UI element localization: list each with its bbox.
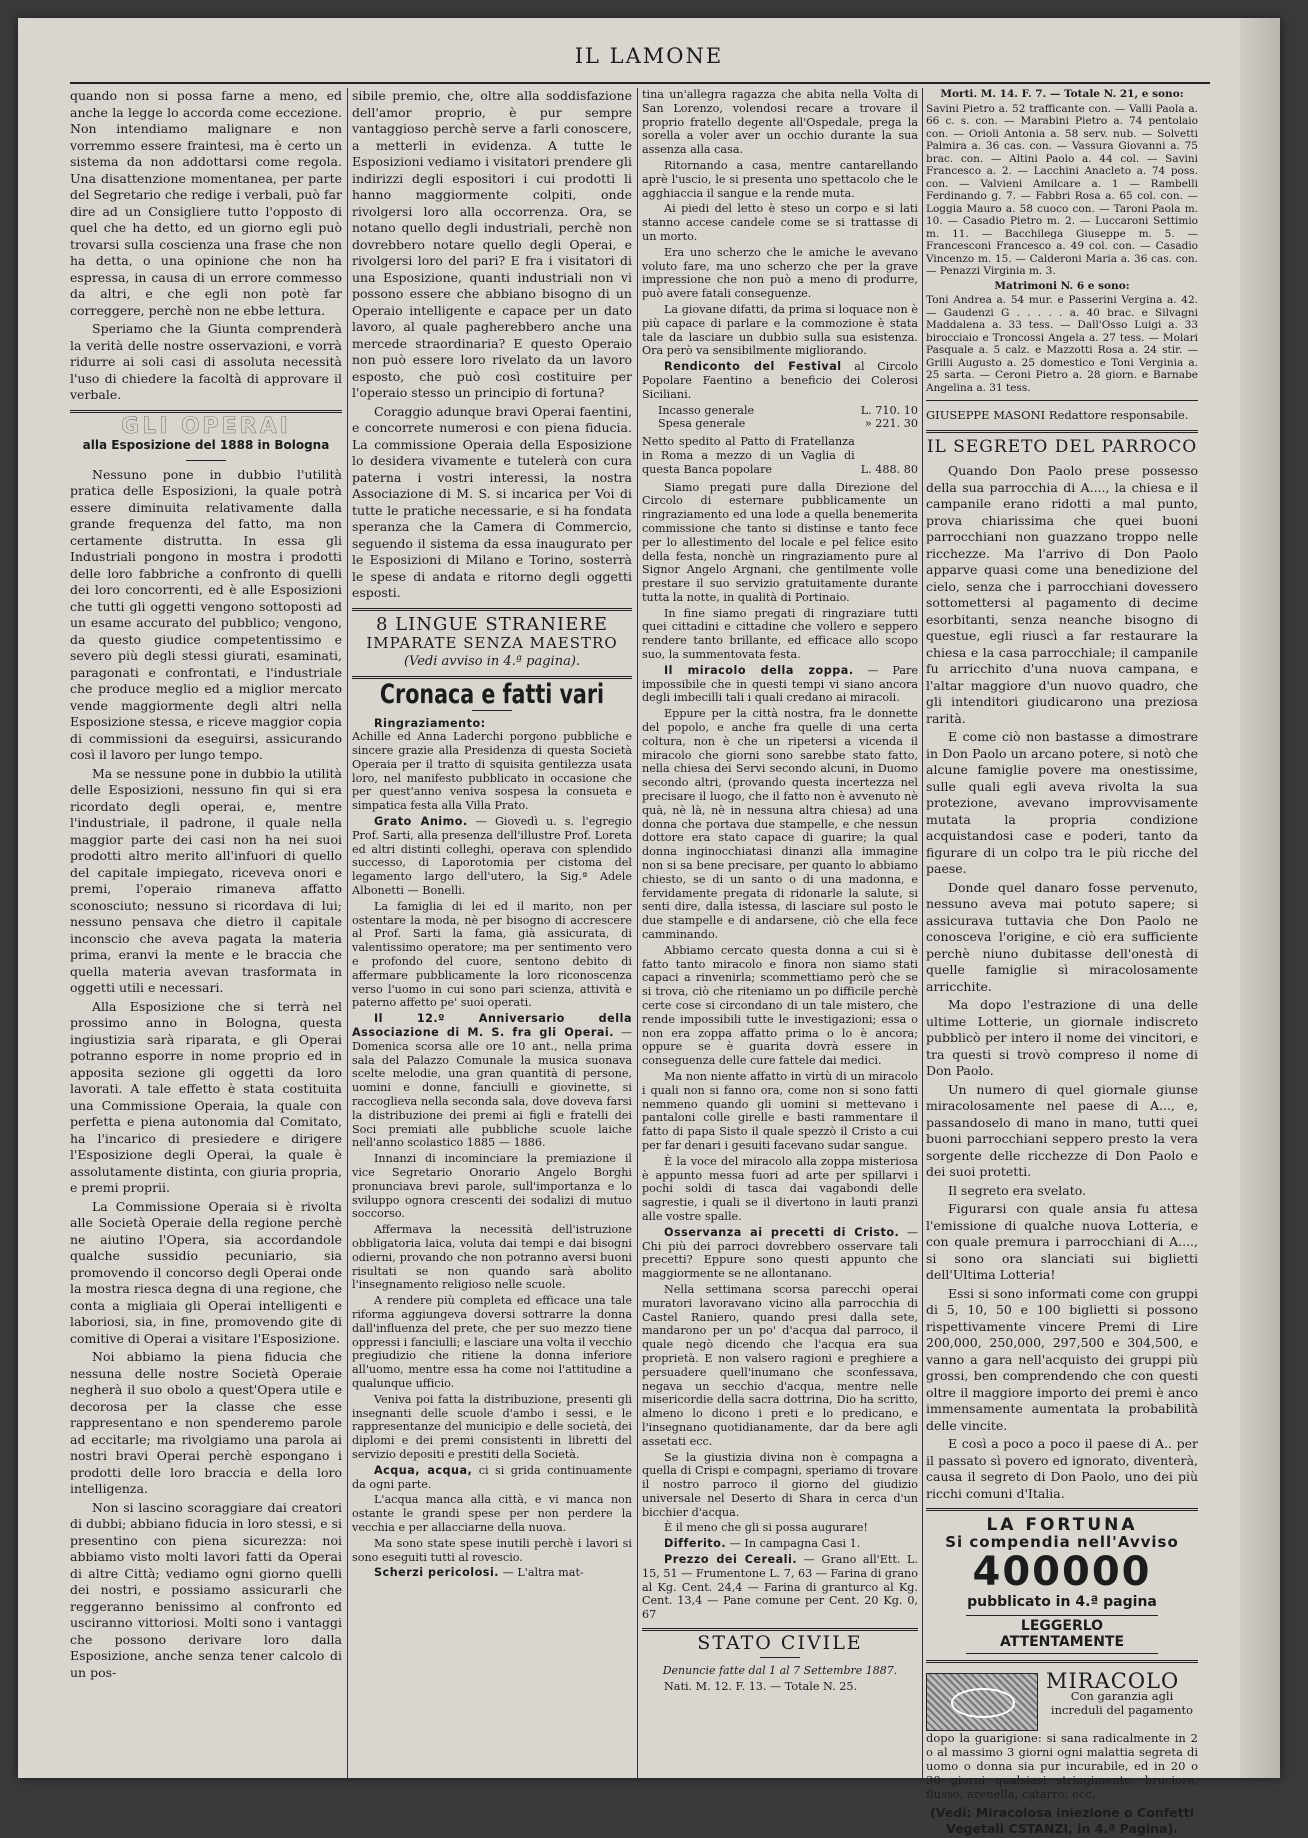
- news-item: Differito. — In campagna Casi 1.: [664, 1537, 861, 1551]
- ad-fortuna-title: LA FORTUNA: [986, 1515, 1138, 1535]
- news-item: Innanzi di incominciare la premiazione il vice Segretario Onorario Angelo Borghi pronunciava brevi parole, sull'importanza e lo sviluppo ognora crescenti dei sodalizi di mutuo soccorso.: [352, 1152, 632, 1221]
- stato-civile-continued: [926, 88, 1198, 394]
- news-item: Il 12.º Anniversario della Associazione di M. S. fra gli Operai. — Domenica scorsa alle ore 10 ant., nella prima sala del Palazzo Comunale la musica suonava scelte melodie, una gran quantità di persone, uomini e donne, fanciulli e giovinette, si raccoglieva nella seconda sala, dove doveva farsi la distribuzione dei premi ai figli e fratelli dei Soci premiati alle pubbliche scuole laiche nell'anno scolastico 1885 — 1886.: [352, 1012, 632, 1150]
- paragraph: Il segreto era svelato.: [948, 1182, 1087, 1198]
- signature: GIUSEPPE MASONI Redattore responsabile.: [926, 408, 1189, 422]
- column-1: [70, 88, 342, 1788]
- news-item: Il miracolo della zoppa. — Pare impossibile che in questi tempi vi siano ancora degli imbecilli tali i quali credano ai miracoli.: [642, 663, 918, 705]
- ad-lingue-note: (Vedi avviso in 4.ª pagina).: [403, 653, 581, 669]
- ledger-row: Incasso generale L. 710. 10: [658, 403, 918, 417]
- paragraph: E così a poco a poco il paese di A.. per il passato sì povero ed ignorato, diventerà, causa il segreto di Don Paolo, uno dei più ricchi comuni d'Italia.: [926, 1436, 1198, 1501]
- morti-heading: Morti. M. 14. F. 7. — Totale N. 21, e sono:: [940, 88, 1184, 100]
- column-3: [642, 88, 918, 1788]
- paragraph: In fine siamo pregati di ringraziare tutti quei cittadini e cittadine che vollero e seppero rendere tanto brillante, ed efficace allo scopo suo, la summentovata festa.: [642, 606, 918, 662]
- column-divider: [922, 88, 923, 1778]
- ad-fortuna: [926, 1517, 1198, 1654]
- section-rule: [642, 1628, 918, 1631]
- header-rule: [70, 82, 1210, 84]
- paragraph: Se la giustizia divina non è compagna a quella di Crispi e compagni, speriamo di trovare il nostro parroco il giorno del giudizio universale nel Deserto di Shara in cerca d'un bicchier d'acqua.: [642, 1450, 918, 1519]
- paragraph: Figurarsi con quale ansia fu attesa l'emissione di qualche nuova Lotteria, e con quale premura i parrocchiani di A...., si sono ora slanciati sui biglietti dell'Ultima Lotteria!: [926, 1201, 1198, 1282]
- paragraph: Alla Esposizione che si terrà nel prossimo anno in Bologna, questa ingiustizia sarà riparata, e gli Operai potranno esporre in nome proprio ed in apposita sezione gli oggetti da loro lavorati. A tale effetto è stata costituita una Commissione Operaia, la quale con perfetta e piena autonomia dal Comitato, ha l'incarico di presiedere e dirigere l'Esposizione degli Operai, la quale è assolutamente distinta, con giuria propria, e premi proprii.: [70, 998, 342, 1195]
- paragraph: Quando Don Paolo prese possesso della sua parrocchia di A...., la chiesa e il campanile erano ridotti a mal punto, prova chiarissima che quei buoni parrocchiani non guazzano troppo nelle ricchezze. Ma l'arrivo di Don Paolo apparve quasi come una benedizione del cielo, senza che i parrocchiani dovessero sottomettersi al pagamento di decime esorbitanti, senza neanche bisogno di questue, egli riuscì a far restaurare la chiesa e la casa parrocchiale; il campanile fu arricchito d'una nuova campana, e l'altar maggiore d'un nuovo quadro, che gli intenditori giudicarono una preziosa rarità.: [926, 463, 1198, 726]
- section-rule: [926, 400, 1198, 401]
- column-2: [352, 88, 632, 1788]
- column-4: [926, 88, 1198, 1836]
- paragraph: Speriamo che la Giunta comprenderà la verità delle nostre osservazioni, e vorrà ridurre ai soli casi di assoluta necessità l'uso di chiedere la facoltà di approvare il verbale.: [70, 321, 342, 402]
- paragraph: Era uno scherzo che le amiche le avevano voluto fare, ma uno scherzo che per la grave impressione che non può a meno di produrre, può avere fatali conseguenze.: [642, 245, 918, 301]
- section-rule: [352, 608, 632, 611]
- matrimoni-list: Toni Andrea a. 54 mur. e Passerini Vergina a. 42. — Gaudenzi G . . . . . a. 40 brac. e Silvagni Maddalena a. 33 tess. — Dall'Osso Luigi a. 33 birocciaio e Troncossi Angela a. 27 tess. — Molari Pasquale a. 5 calz. e Mazzotti Rosa a. 24 stir. — Grilli Augusto a. 25 domestico e Toni Verginia a. 25 sarta. — Ceroni Pietro a. 28 giorn. e Barnabe Angelina a. 31 tess.: [926, 294, 1198, 394]
- news-item: Veniva poi fatta la distribuzione, presenti gli insegnanti delle scuole d'ambo i sessi, e le rappresentanze del municipio e delle società, dei diplomi e dei premi consistenti in libretti del servizio depositi e prestiti della Società.: [352, 1392, 632, 1461]
- ad-miracolo-title: MIRACOLO: [1046, 1668, 1180, 1693]
- ad-fortuna-line: pubblicato in 4.ª pagina: [967, 1594, 1157, 1610]
- short-rule: [186, 460, 226, 461]
- column-divider: [347, 88, 348, 1778]
- paragraph: quando non si possa farne a meno, ed anche la legge lo accorda come eccezione. Non intendiamo malignare e non vorremmo essere fraintesi, ma è certo un sistema da non addottarsi come regola. Una disattenzione momentanea, per parte del Segretario che redige i verbali, può far dire ad un Consigliere tutto l'opposto di quel che ha detto, ed un giorno egli può trovarsi sulla coscienza una frase che non ha detta, o una opinione che non ha espressa, in causa di un errore commesso da altri, e che egli non potè far correggere, perchè non ne ebbe lettura.: [70, 88, 342, 318]
- paragraph: Ma se nessune pone in dubbio la utilità delle Esposizioni, nessuno fin qui si era ricordato degli operai, e, mentre l'industriale, il padrone, il quale nella maggior parte dei casi non ha nei suoi prodotti altro merito all'infuori di quello del capitale impiegato, riceveva onori e premi, l'operaio rimaneva affatto sconosciuto; nessuno si ricordava di lui; nessuno pensava che dietro il capitale inconscio che aveva pagata la materia prima, eranvi la mente e le braccia che quella materia avevan trasformata in oggetti utili e necessari.: [70, 765, 342, 995]
- news-item: Prezzo dei Cereali. — Grano all'Ett. L. 15, 51 — Frumentone L. 7, 63 — Farina di grano al Kg. Cent. 24,4 — Farina di granturco al Kg. Cent. 13,4 — Pane comune per Cent. 20 Kg. 0, 67: [642, 1553, 919, 1622]
- paragraph: Abbiamo cercato questa donna a cui si è fatto tanto miracolo e finora non siamo stati capaci a rinvenirla; scommettiamo però che se si trova, ciò che riteniamo un po difficile perchè certe cose si circondano di un tale mistero, che rende impossibili tutte le investigazioni; essa o non era zoppa affatto prima o lo è ancora; oppure se è guarita dovrà essere in conseguenza delle cure fattele dai medici.: [642, 943, 918, 1068]
- paragraph: La giovane difatti, da prima si loquace non è più capace di parlare e la commozione è stata tale da lasciare un dubbio sulla sua esistenza. Ora però va sensibilmente migliorando.: [642, 302, 918, 358]
- paragraph: Nella settimana scorsa parecchi operai muratori lavoravano vicino alla parrocchia di Castel Raniero, quando presi dalla sete, mandarono per un po' d'acqua dal parroco, il quale negò dicendo che l'acqua era sua proprietà. E non valsero ragioni e preghiere a persuadere quell'inumano che sconfessava, negava un secchio d'acqua, mentre nelle misericordie della sacra dottrina, Dio ha scritto, almeno lo dicono i preti e lo predicano, e l'insegnano quotidianamente, dar da bere agli assetati ecc.: [642, 1282, 918, 1448]
- section-rule: [70, 410, 342, 413]
- news-item: Scherzi pericolosi. — L'altra mat-: [374, 1566, 584, 1580]
- paragraph: Siamo pregati pure dalla Direzione del Circolo di esternare pubblicamente un ringraziamento ed una lode a quella benemerita commissione che tanto si distinse e tanto fece per lo allestimento del locale e pel felice esito della festa, nonchè un ringraziamento pure al Signor Angelo Argnani, che gentilmente volle prestare il suo servizio gratuitamente durante tutta la notte, in qualità di Portinaio.: [642, 480, 918, 604]
- paragraph: Ai piedi del letto è steso un corpo e si lati stanno accese candele come se si trattasse di un morto.: [642, 202, 918, 243]
- stato-civile-nati: Nati. M. 12. F. 13. — Totale N. 25.: [664, 1679, 858, 1693]
- news-item: A rendere più completa ed efficace una tale riforma aggiungeva doversi sottrarre la donna dall'influenza del prete, che per suo mezzo tiene oppressi i fanciulli; e lasciare una volta il vecchio pregiudizio che ritiene la donna inferiore all'uomo, mentre essa ha come noi l'attitudine a qualunque ufficio.: [352, 1294, 632, 1390]
- paragraph: Donde quel danaro fosse pervenuto, nessuno aveva mai potuto sapere; si assicurava tuttavia che Don Paolo ne conosceva l'origine, e ciò era sufficiente perchè niuno dubitasse dell'onestà di quelle famiglie sì miracolosamente arricchite.: [926, 879, 1198, 994]
- hand-illustration-icon: [926, 1673, 1038, 1731]
- stato-civile-period: Denuncie fatte dal 1 al 7 Settembre 1887.: [662, 1663, 898, 1677]
- news-item: Ringraziamento: Achille ed Anna Laderchi porgono pubbliche e sincere grazie alla Presidenza di questa Società Operaia per il tratto di squisita gentilezza usata loro, nel manifesto pubblicato in occasione che per quest'anno veniva sospesa la consueta e simpatica festa alla Villa Prato.: [352, 716, 632, 813]
- section-rule: [926, 430, 1198, 433]
- paragraph: Essi si sono informati come con gruppi di 5, 10, 50 e 100 biglietti si possono rispettivamente vincere Premi di Lire 200,000, 250,000, 297,500 e 304,500, e vanno a gara nell'acquisto dei gruppi più grossi, ben comprendendo che con questi oltre il maggiore importo dei premi è anco immensamente aumentata la probabilità delle vincite.: [926, 1285, 1198, 1433]
- news-item: Rendiconto del Festival al Circolo Popolare Faentino a beneficio dei Colerosi Siciliani.: [642, 360, 919, 401]
- paragraph: Eppure per la città nostra, fra le donnette del popolo, e anche fra quelle di una certa coltura, non è che un ripetersi a vicenda il miracolo che giorni sono sarebbe stato fatto, nella chiesa dei Servi secondo alcuni, in Duomo secondo altri, (provando questa incertezza nel precisare il luogo, che il fatto non è avvenuto nè quà, nè là, nè in nessuna altra chiesa) ad una donna che portava due stampelle, e che nessun dottore era stato capace di guarire; la qual donna inginocchiatasi dinanzi alla immagine non si sa bene precisare, per quanto lo abbiamo chiesto, se di un santo o di una madonna, e fervidamente pregata di ridonarle la salute, si senti dire, dalla istessa, di lasciare sul posto le due stampelle e di andarsene, ciò che ella fece camminando.: [642, 707, 918, 942]
- section-title-cronaca: Cronaca e fatti vari: [379, 679, 605, 710]
- news-item: Grato Animo. — Giovedì u. s. l'egregio Prof. Sarti, alla presenza dell'illustre Prof. Loreta ed altri distinti colleghi, operava con splendido successo, di Laporotomia per cistoma del legamento largo dell'utero, la Sig.ª Adele Albonetti — Bonelli.: [352, 815, 632, 898]
- column-divider: [637, 88, 638, 1778]
- ad-fortuna-cta: LEGGERLO ATTENTAMENTE: [966, 1615, 1158, 1654]
- story-title: IL SEGRETO DEL PARROCO: [926, 436, 1198, 457]
- ad-miracolo-text: dopo la guarigione: si sana radicalmente in 2 o al massimo 3 giorni ogni malattia segreta di uomo o donna sia pur incurabile, ed in 20 o 30 giorni qualsiasi stringimento, bruciore, flusso, arenella, catarro, ecc.: [926, 1730, 1198, 1801]
- news-items: [352, 717, 632, 1581]
- news-item: L'acqua manca alla città, e vi manca non ostante le grandi spese per non perdere la vecchia e per allacciarne della nuova.: [352, 1493, 632, 1534]
- ad-miracolo-close: (Vedi: Miracolosa iniezione o Confetti Vegetali CSTANZI, in 4.ª Pagina).: [930, 1804, 1194, 1836]
- paragraph: Nessuno pone in dubbio l'utilità pratica delle Esposizioni, la quale potrà essere diminuita relativamente dalla grande frequenza del fatto, ma non certamente distrutta. In essa gli Industriali pongono in mostra i prodotti delle loro fabbriche a confronto di quelli dei loro concorrenti, ed è alle Esposizioni che tutti gli oggetti vengono sottoposti ad un esame accurato del pubblico; vengono, da questo giudice competentissimo e severo più degli stessi giurati, esaminati, paragonati e confrontati, e l'industriale che produce meglio ed a miglior mercato vende maggiormente degli altri nella Esposizione stessa, e riceve maggior copia di commissioni da eseguirsi, assicurando così il lavoro per lungo tempo.: [70, 466, 342, 762]
- paragraph: È la voce del miracolo alla zoppa misteriosa è appunto messa fuori ad arte per spillarvi i pochi soldi di tasca dai vagabondi delle sagrestie, i quali se il divertono in lauti pranzi alle vostre spalle.: [642, 1154, 918, 1223]
- news-item: Ma sono state spese inutili perchè i lavori si sono eseguiti tutti al rovescio.: [352, 1536, 632, 1564]
- ad-fortuna-number: 400000: [972, 1549, 1152, 1595]
- paragraph: Non si lascino scoraggiare dai creatori di dubbi; abbiano fiducia in loro stessi, e si presentino con piena sicurezza: noi abbiamo visto molti lavori fatti da Operai di altre Città; vediamo ogni giorno quelli dei nostri, e possiamo assicurarli che reggeranno benissimo al confronto ed usciranno vittoriosi. Molti sono i vantaggi che possono derivare loro dalla Esposizione, anche senza tener calcolo di un pos-: [70, 1499, 342, 1680]
- news-item: Affermava la necessità dell'istruzione obbligatoria laica, voluta dai tempi e dai bisogni odierni, provando che non potranno aversi buoni risultati se non quando sarà abolito l'insegnamento religioso nelle scuole.: [352, 1223, 632, 1292]
- paragraph: È il meno che gli si possa augurare!: [664, 1521, 868, 1535]
- short-rule: [760, 1657, 800, 1658]
- news-item: Acqua, acqua, ci si grida continuamente da ogni parte.: [352, 1463, 632, 1491]
- paragraph: Noi abbiamo la piena fiducia che nessuna delle nostre Società Operaie negherà il suo obolo a quest'Opera utile e decorosa per la classe che esse rappresentano e non spenderemo parole ad eccitarle; ma rivolgiamo una parola ai nostri bravi Operai perchè espongano i prodotti delle loro braccia e della loro intelligenza.: [70, 1349, 342, 1496]
- ad-lingue-subtitle: IMPARATE SENZA MAESTRO: [366, 634, 618, 652]
- paragraph: La Commissione Operaia si è rivolta alle Società Operaie della regione perchè ne aiutino l'Opera, sia accordandole qualche sussidio pecuniario, sia promovendo il concorso degli Operai onde la mostra riesca degna di una regione, che conta a migliaia gli Operai intelligenti e laboriosi, sia, in fine, promovendo gite di comitive di Operai a visitare l'Esposizione.: [70, 1198, 342, 1346]
- paragraph: Un numero di quel giornale giunse miracolosamente nel paese di A..., e, passandoselo di mano in mano, tutti quei buoni parrocchiani seppero presto la vera sorgente delle ricchezze di Don Paolo e dei suoi protetti.: [926, 1081, 1198, 1179]
- paragraph: Coraggio adunque bravi Operai faentini, e concorrete numerosi e con piena fiducia. La commissione Operaia della Esposizione lo desidera vivamente e tutelerà con cura paterna i vostri interessi, la nostra Associazione di M. S. si incarica per Voi di tutte le pratiche necessarie, e si ha fondata speranza che la Camera di Commercio, seguendo il sistema da essa inaugurato per le Esposizioni di Milano e Torino, sosterrà le spese di andata e ritorno degli oggetti esposti.: [352, 403, 632, 600]
- paragraph: tina un'allegra ragazza che abita nella Volta di San Lorenzo, volendosi recare a trovare il proprio fratello degente all'Ospedale, prega la sorella a voler aver un occhio durante la sua assenza alla casa.: [642, 88, 918, 157]
- newspaper-page: [18, 18, 1280, 1836]
- article-heading: GLI OPERAI: [121, 413, 291, 439]
- paragraph: sibile premio, che, oltre alla soddisfazione dell'amor proprio, è pur sempre vantaggioso perchè serve a farli conoscere, a metterli in evidenza. A tutte le Esposizioni vediamo i visitatori prendere gli indirizzi degli espositori i cui prodotti li hanno maggiormente colpiti, onde rivolgersi loro alla occorrenza. Ora, se notano quello degli industriali, perchè non dovrebbero notare quello degli Operai, e rivolgersi loro del pari? E fra i visitatori di una Esposizione, quanti industriali non vi possono essere che abbiano bisogno di un Operaio intelligente e capace per un dato lavoro, al quale pagherebbero anche una mercede straordinaria? E questo Operaio non può essere loro rivelato da un lavoro esposto, che può così costituire per l'operaio stesso un principio di fortuna?: [352, 88, 632, 400]
- matrimoni-heading: Matrimoni N. 6 e sono:: [994, 279, 1130, 292]
- ad-fortuna-line: Si compendia nell'Avviso: [945, 1532, 1179, 1551]
- ad-miracolo: [926, 1668, 1198, 1731]
- news-item: La famiglia di lei ed il marito, non per ostentare la moda, nè per bisogno di accrescere al Prof. Sarti la fama, già assicurata, di valentissimo operatore; ma per sentimento vero e profondo del cuore, sentono debito di affermare pubblicamente la loro riconoscenza verso l'uomo in cui sono pari scienza, attività e paterno affetto pe' suoi operati.: [352, 899, 632, 1010]
- news-item: Osservanza ai precetti di Cristo. — Chi più dei parroci dovrebbero osservare tali precetti? Eppure sono questi appunto che maggiormente se ne allontanano.: [642, 1225, 918, 1281]
- ledger-total: Netto spedito al Patto di Fratellanza in Roma a mezzo di un Vaglia di questa Banca popolare L. 488. 80: [642, 435, 918, 476]
- stato-civile-title: STATO CIVILE: [697, 1632, 863, 1655]
- section-rule: [926, 1508, 1198, 1511]
- morti-list: Savini Pietro a. 52 trafficante con. — Valli Paola a. 66 c. s. con. — Marabini Pietro a. 74 pentolaio con. — Orioli Antonia a. 58 serv. nub. — Solvetti Palmira a. 36 cas. con. — Vassura Giovanni a. 75 brac. con. — Altini Paolo a. 44 col. — Savini Francesco a. 2. — Lacchini Anacleto a. 74 poss. con. — Valvieni Amilcare a. 1 — Rambelli Ferdinando g. 7. — Fabbri Rosa a. 65 col. con. — Loggia Mauro a. 58 cuoco con. — Taroni Paola m. 10. — Casadio Pietro m. 2. — Luccaroni Settimio m. 11. — Bacchilega Giuseppe m. 5. — Francesconi Francesco a. 49 col. con. — Casadio Vincenzo m. 15. — Calderoni Maria a. 36 cas. con. — Penazzi Virginia m. 3.: [926, 102, 1198, 277]
- paragraph: Ma non niente affatto in virtù di un miracolo i quali non si fanno ora, come non si sono fatti nemmeno quando gli uomini si mettevano i pantaloni colle girelle e basti rammentare il fatto di papa Sisto il quale spezzò il Cristo a cui per far denari i gesuiti facevano sudar sangue.: [642, 1069, 918, 1152]
- masthead: IL LAMONE: [574, 44, 724, 68]
- paragraph: E come ciò non bastasse a dimostrare in Don Paolo un arcano potere, si notò che alcune famiglie povere ma onestissime, sulle quali egli aveva rivolta la sua protezione, avevano improvvisamente mutata la propria condizione acquistandosi case e poderi, tanto da figurare di un colpo tra le più ricche del paese.: [926, 729, 1198, 876]
- section-rule: [926, 1660, 1198, 1663]
- article-subheading: alla Esposizione del 1888 in Bologna: [82, 438, 330, 452]
- ad-lingue-title: 8 LINGUE STRANIERE: [376, 613, 608, 635]
- ledger-row: Spesa generale » 221. 30: [658, 417, 918, 431]
- paragraph: Ma dopo l'estrazione di una delle ultime Lotterie, un giornale indiscreto pubblicò per intero il nome dei vincitori, e tra questi si trovò compreso il nome di Don Paolo.: [926, 997, 1198, 1078]
- page-edge: [1240, 18, 1280, 1778]
- ad-miracolo-side: Con garanzia agli increduli del pagamento: [1050, 1689, 1194, 1717]
- paragraph: Ritornando a casa, mentre cantarellando aprè l'uscio, le si presenta uno spettacolo che le agghiaccia il sangue e la rende muta.: [642, 158, 918, 200]
